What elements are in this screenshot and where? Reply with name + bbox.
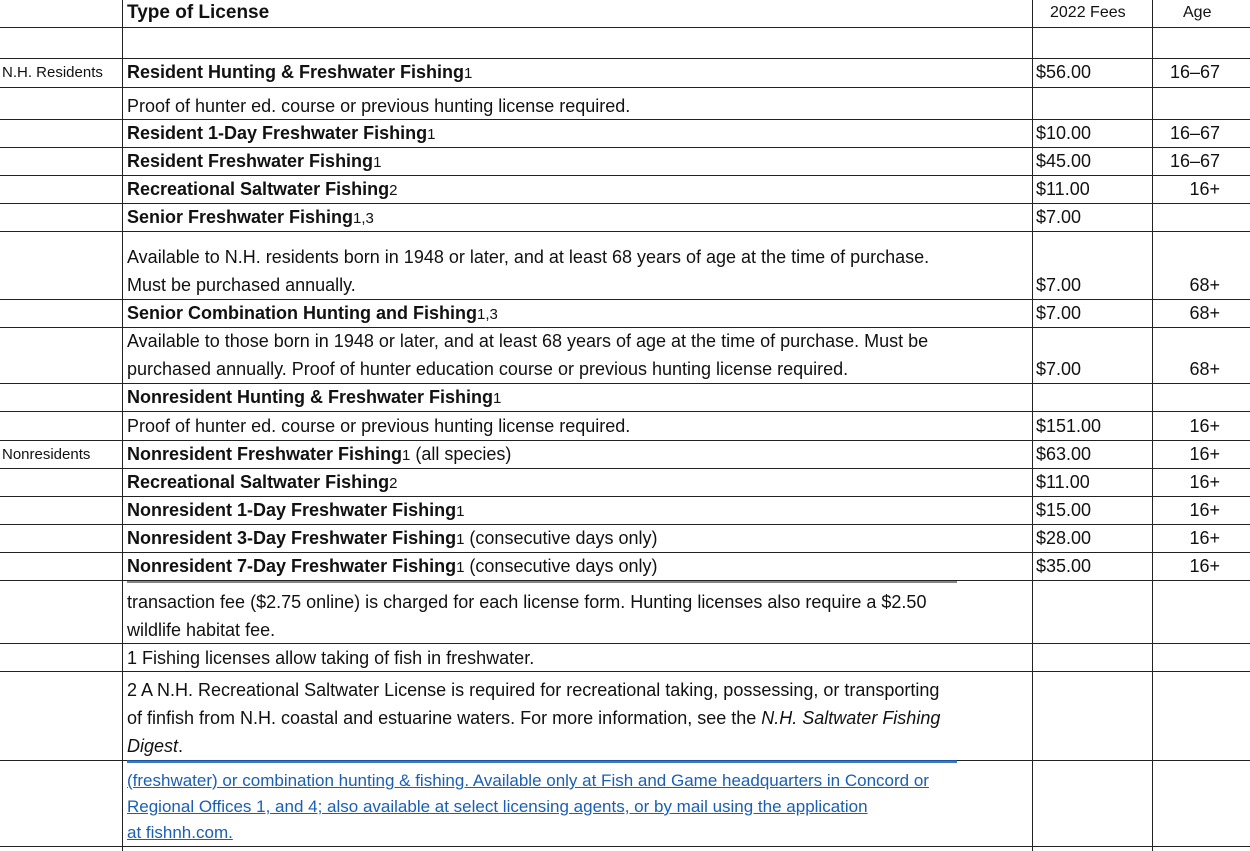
footnote-fee-line: wildlife habitat fee. <box>127 620 276 640</box>
license-age: 68+ <box>1189 359 1220 379</box>
grid-line <box>0 440 1250 441</box>
grid-line <box>0 58 1250 59</box>
clipped-link-remnant <box>127 758 957 764</box>
license-fee: $7.00 <box>1036 359 1082 379</box>
license-note: Proof of hunter ed. course or previous hunting license required. <box>127 96 631 116</box>
grid-line <box>0 468 1250 469</box>
license-fee: $151.00 <box>1036 416 1102 436</box>
license-name: Recreational Saltwater Fishing2 <box>127 179 398 199</box>
grid-line <box>0 327 1250 328</box>
license-note: Proof of hunter ed. course or previous hunting license required. <box>127 416 631 436</box>
license-name: Recreational Saltwater Fishing2 <box>127 472 398 492</box>
group-label-residents: N.H. Residents <box>2 64 103 81</box>
license-name: Nonresident Freshwater Fishing1 (all species) <box>127 444 512 464</box>
license-age: 16+ <box>1189 500 1220 520</box>
license-note: Must be purchased annually. <box>127 275 356 295</box>
grid-line <box>0 231 1250 232</box>
license-age: 16–67 <box>1169 123 1220 143</box>
license-age: 68+ <box>1189 275 1220 295</box>
grid-line <box>0 203 1250 204</box>
license-fee: $7.00 <box>1036 207 1082 227</box>
header-2022-fees: 2022 Fees <box>1050 4 1126 21</box>
grid-line <box>0 846 1250 847</box>
grid-line <box>0 175 1250 176</box>
clipped-text-remnant <box>127 578 957 583</box>
license-age: 16+ <box>1189 556 1220 576</box>
license-note: Available to those born in 1948 or later, and at least 68 years of age at the time of purchase. Must be <box>127 331 929 351</box>
fishnh-link[interactable]: at fishnh.com. <box>127 823 233 842</box>
grid-line <box>0 524 1250 525</box>
header-age: Age <box>1183 4 1212 21</box>
grid-line <box>0 552 1250 553</box>
grid-line <box>0 383 1250 384</box>
grid-line <box>0 119 1250 120</box>
grid-line <box>0 496 1250 497</box>
license-fee: $15.00 <box>1036 500 1092 520</box>
grid-line <box>0 87 1250 88</box>
footnote-2 <box>127 676 1032 760</box>
footnote-3-link[interactable]: Regional Offices 1, and 4; also available at select licensing agents, or by mail using the application <box>127 797 868 816</box>
license-age: 68+ <box>1189 303 1220 323</box>
license-name: Resident Freshwater Fishing1 <box>127 151 382 171</box>
footnote-2-line: 2 A N.H. Recreational Saltwater License is required for recreational taking, possessing, or transporting <box>127 680 940 700</box>
group-label-nonresidents: Nonresidents <box>2 446 91 463</box>
license-age: 16+ <box>1189 472 1220 492</box>
license-fee: $10.00 <box>1036 123 1092 143</box>
license-age: 16–67 <box>1169 62 1220 82</box>
license-fee: $7.00 <box>1036 303 1082 323</box>
license-age: 16+ <box>1189 528 1220 548</box>
license-name: Resident 1-Day Freshwater Fishing1 <box>127 123 436 143</box>
license-fee: $11.00 <box>1036 179 1090 199</box>
footnote-1: 1 Fishing licenses allow taking of fish in freshwater. <box>127 648 535 668</box>
license-note: Available to N.H. residents born in 1948 or later, and at least 68 years of age at the time of purchase. <box>127 247 930 267</box>
license-name: Nonresident 1-Day Freshwater Fishing1 <box>127 500 465 520</box>
footnote-2-line: of finfish from N.H. coastal and estuarine waters. For more information, see the N.H. Saltwater Fishing <box>127 708 941 728</box>
license-age: 16–67 <box>1169 151 1220 171</box>
license-age: 16+ <box>1189 179 1220 199</box>
license-fee: $7.00 <box>1036 275 1082 295</box>
grid-line <box>0 27 1250 28</box>
grid-column-line <box>1032 0 1033 851</box>
license-fee: $35.00 <box>1036 556 1092 576</box>
license-name: Nonresident Hunting & Freshwater Fishing1 <box>127 387 502 407</box>
license-name: Senior Freshwater Fishing1,3 <box>127 207 374 227</box>
footnote-3-link[interactable]: (freshwater) or combination hunting & fishing. Available only at Fish and Game headquarters in Concord or <box>127 771 929 790</box>
license-name: Resident Hunting & Freshwater Fishing1 <box>127 62 473 82</box>
license-name: Nonresident 3-Day Freshwater Fishing1 (consecutive days only) <box>127 528 658 548</box>
grid-line <box>0 299 1250 300</box>
footnote-fee-line: transaction fee ($2.75 online) is charged for each license form. Hunting licenses also require a $2.50 <box>127 592 927 612</box>
license-fee: $11.00 <box>1036 472 1090 492</box>
license-fee: $28.00 <box>1036 528 1092 548</box>
license-fee: $45.00 <box>1036 151 1092 171</box>
header-type-of-license: Type of License <box>127 2 270 23</box>
license-age: 16+ <box>1189 416 1220 436</box>
footnote-fee <box>127 588 1032 644</box>
grid-line <box>0 147 1250 148</box>
grid-line <box>0 411 1250 412</box>
license-age: 16+ <box>1189 444 1220 464</box>
grid-column-line <box>122 0 123 851</box>
license-name: Senior Combination Hunting and Fishing1,3 <box>127 303 498 323</box>
grid-column-line <box>1152 0 1153 851</box>
license-note: purchased annually. Proof of hunter education course or previous hunting license required. <box>127 359 849 379</box>
license-fee: $63.00 <box>1036 444 1092 464</box>
license-name: Nonresident 7-Day Freshwater Fishing1 (consecutive days only) <box>127 556 658 576</box>
footnote-2-line: Digest. <box>127 736 184 756</box>
license-fee: $56.00 <box>1036 62 1092 82</box>
footnote-3[interactable] <box>127 768 1032 846</box>
